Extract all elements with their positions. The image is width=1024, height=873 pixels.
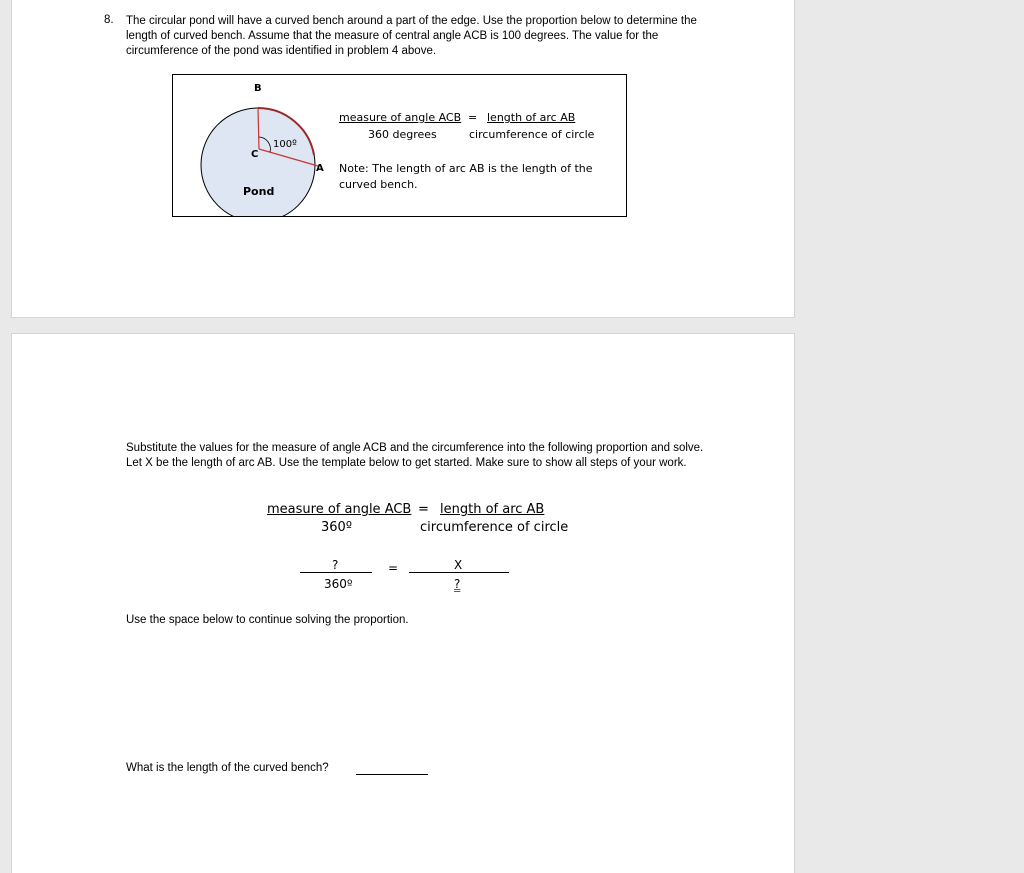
continue-text: Use the space below to continue solving the proportion. xyxy=(126,614,409,626)
proportion2-left-numerator: measure of angle ACB xyxy=(267,502,412,517)
figure-note: Note: The length of arc AB is the length of the curved bench. xyxy=(339,162,593,191)
figure-box xyxy=(172,74,627,217)
answer-blank[interactable] xyxy=(356,774,428,775)
instructions-text: Substitute the values for the measure of angle ACB and the circumference into the following proportion and solve. Let X be the length of arc AB. Use the template below to get started. Make sure to show all steps of your work. xyxy=(126,442,704,469)
label-a: A xyxy=(316,163,324,174)
angle-label: 100º xyxy=(273,139,297,150)
proportion2-equals: = xyxy=(418,502,429,517)
pond-diagram xyxy=(173,75,626,216)
template-equals: = xyxy=(388,561,399,575)
proportion-left-denominator: 360 degrees xyxy=(368,128,437,141)
template-right-denominator: ? xyxy=(454,577,461,591)
document-page-2 xyxy=(11,333,795,873)
proportion2-right-numerator: length of arc AB xyxy=(440,502,545,517)
document-page-1 xyxy=(11,0,795,318)
proportion-left-numerator: measure of angle ACB xyxy=(339,111,462,124)
template-right-fraction-bar xyxy=(409,572,509,573)
label-c: C xyxy=(251,149,259,160)
label-b: B xyxy=(254,83,262,94)
proportion-right-denominator: circumference of circle xyxy=(469,128,595,141)
template-left-numerator: ? xyxy=(332,558,339,572)
template-right-numerator: X xyxy=(454,558,463,572)
proportion-equals: = xyxy=(468,111,478,124)
bench-question: What is the length of the curved bench? xyxy=(126,762,329,774)
question-text: The circular pond will have a curved bench around a part of the edge. Use the proportion below to determine the length of curved bench. Assume that the measure of central angle ACB is 100 degrees. The value for the circumference of the pond was identified in problem 4 above. xyxy=(126,15,697,57)
proportion2-right-denominator: circumference of circle xyxy=(420,520,569,535)
template-left-denominator: 360º xyxy=(324,577,353,591)
question-number: 8. xyxy=(104,14,114,26)
proportion-right-numerator: length of arc AB xyxy=(487,111,576,124)
template-left-fraction-bar xyxy=(300,572,372,573)
proportion2-left-denominator: 360º xyxy=(321,520,352,535)
pond-label: Pond xyxy=(243,185,275,198)
